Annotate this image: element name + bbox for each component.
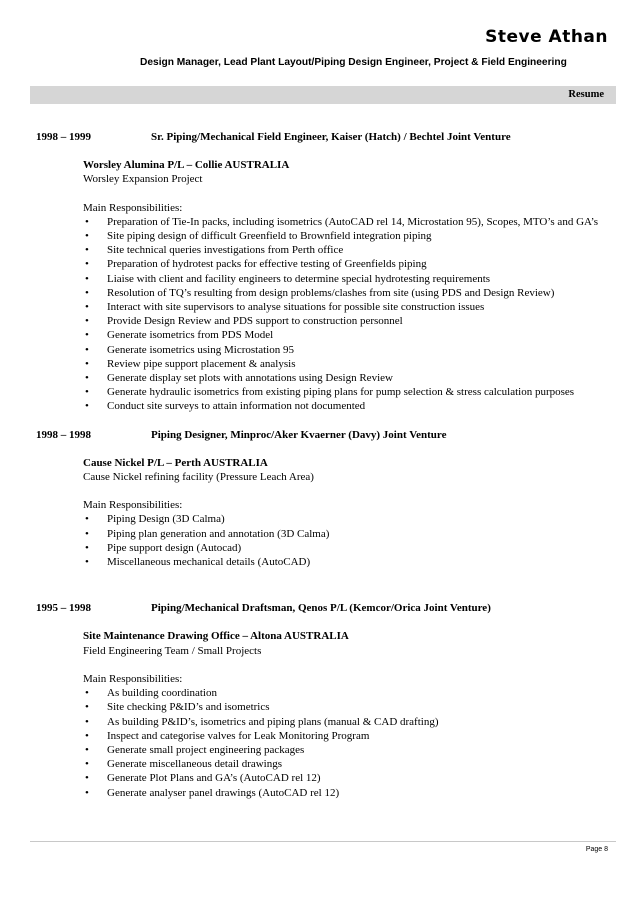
list-item: • Interact with site supervisors to analyse situations for possible site construction issues [83, 300, 606, 314]
list-item: • As building coordination [83, 686, 606, 700]
responsibilities-list [83, 686, 606, 800]
list-item: • Preparation of hydrotest packs for effective testing of Greenfields piping [83, 257, 606, 271]
responsibilities-list [83, 215, 606, 414]
list-item: • Pipe support design (Autocad) [83, 541, 606, 555]
list-item: • Review pipe support placement & analysis [83, 357, 606, 371]
list-item: • Liaise with client and facility engineers to determine special hydrotesting requirements [83, 272, 606, 286]
list-item: • Provide Design Review and PDS support to construction personnel [83, 314, 606, 328]
list-item: • Generate isometrics using Microstation 95 [83, 343, 606, 357]
job-entry [36, 428, 606, 570]
job-company: Cause Nickel P/L – Perth AUSTRALIA [83, 456, 268, 469]
job-header [36, 601, 606, 615]
responsibilities-label: Main Responsibilities: [83, 201, 183, 214]
list-item: • Preparation of Tie-In packs, including isometrics (AutoCAD rel 14, Microstation 95), Scopes, MTO’s and GA’s [83, 215, 606, 229]
list-item: • Site checking P&ID’s and isometrics [83, 700, 606, 714]
responsibilities-label: Main Responsibilities: [83, 672, 183, 685]
job-project: Cause Nickel refining facility (Pressure Leach Area) [83, 471, 314, 484]
list-item: • Piping Design (3D Calma) [83, 512, 606, 526]
job-entry [36, 601, 606, 799]
job-entry [36, 130, 606, 414]
resume-banner [30, 86, 616, 104]
list-item: • Conduct site surveys to attain information not documented [83, 399, 606, 413]
list-item: • As building P&ID’s, isometrics and piping plans (manual & CAD drafting) [83, 715, 606, 729]
list-item: • Resolution of TQ’s resulting from design problems/clashes from site (using PDS and Design Review) [83, 286, 606, 300]
job-date: 1995 – 1998 [36, 602, 91, 615]
responsibilities-label: Main Responsibilities: [83, 499, 183, 512]
job-header [36, 428, 606, 442]
footer-divider [30, 841, 616, 842]
job-body [83, 456, 606, 569]
resume-content [36, 130, 606, 800]
list-item: • Inspect and categorise valves for Leak Monitoring Program [83, 729, 606, 743]
author-subtitle: Design Manager, Lead Plant Layout/Piping Design Engineer, Project & Field Engineering [140, 57, 567, 68]
job-project: Field Engineering Team / Small Projects [83, 644, 262, 657]
list-item: • Generate small project engineering packages [83, 743, 606, 757]
job-title: Piping/Mechanical Draftsman, Qenos P/L (Kemcor/Orica Joint Venture) [151, 602, 491, 615]
job-body [83, 158, 606, 413]
author-name: Steve Athan [485, 27, 608, 47]
job-date: 1998 – 1998 [36, 428, 91, 441]
list-item: • Generate miscellaneous detail drawings [83, 757, 606, 771]
list-item: • Piping plan generation and annotation (3D Calma) [83, 527, 606, 541]
list-item: • Miscellaneous mechanical details (AutoCAD) [83, 555, 606, 569]
job-header [36, 130, 606, 144]
job-company: Worsley Alumina P/L – Collie AUSTRALIA [83, 159, 290, 172]
list-item: • Generate isometrics from PDS Model [83, 328, 606, 342]
job-title: Sr. Piping/Mechanical Field Engineer, Kaiser (Hatch) / Bechtel Joint Venture [151, 131, 511, 143]
job-company: Site Maintenance Drawing Office – Altona AUSTRALIA [83, 630, 349, 643]
list-item: • Site technical queries investigations from Perth office [83, 243, 606, 257]
job-title: Piping Designer, Minproc/Aker Kvaerner (Davy) Joint Venture [151, 428, 447, 441]
list-item: • Generate display set plots with annotations using Design Review [83, 371, 606, 385]
list-item: • Site piping design of difficult Greenfield to Brownfield integration piping [83, 229, 606, 243]
job-project: Worsley Expansion Project [83, 173, 203, 186]
job-date: 1998 – 1999 [36, 131, 91, 143]
list-item: • Generate Plot Plans and GA’s (AutoCAD rel 12) [83, 771, 606, 785]
list-item: • Generate analyser panel drawings (AutoCAD rel 12) [83, 786, 606, 800]
page-number: Page 8 [585, 846, 608, 853]
job-body [83, 629, 606, 799]
responsibilities-list [83, 512, 606, 569]
banner-label: Resume [568, 89, 604, 100]
list-item: • Generate hydraulic isometrics from existing piping plans for pump selection & stress calculation purposes [83, 385, 606, 399]
